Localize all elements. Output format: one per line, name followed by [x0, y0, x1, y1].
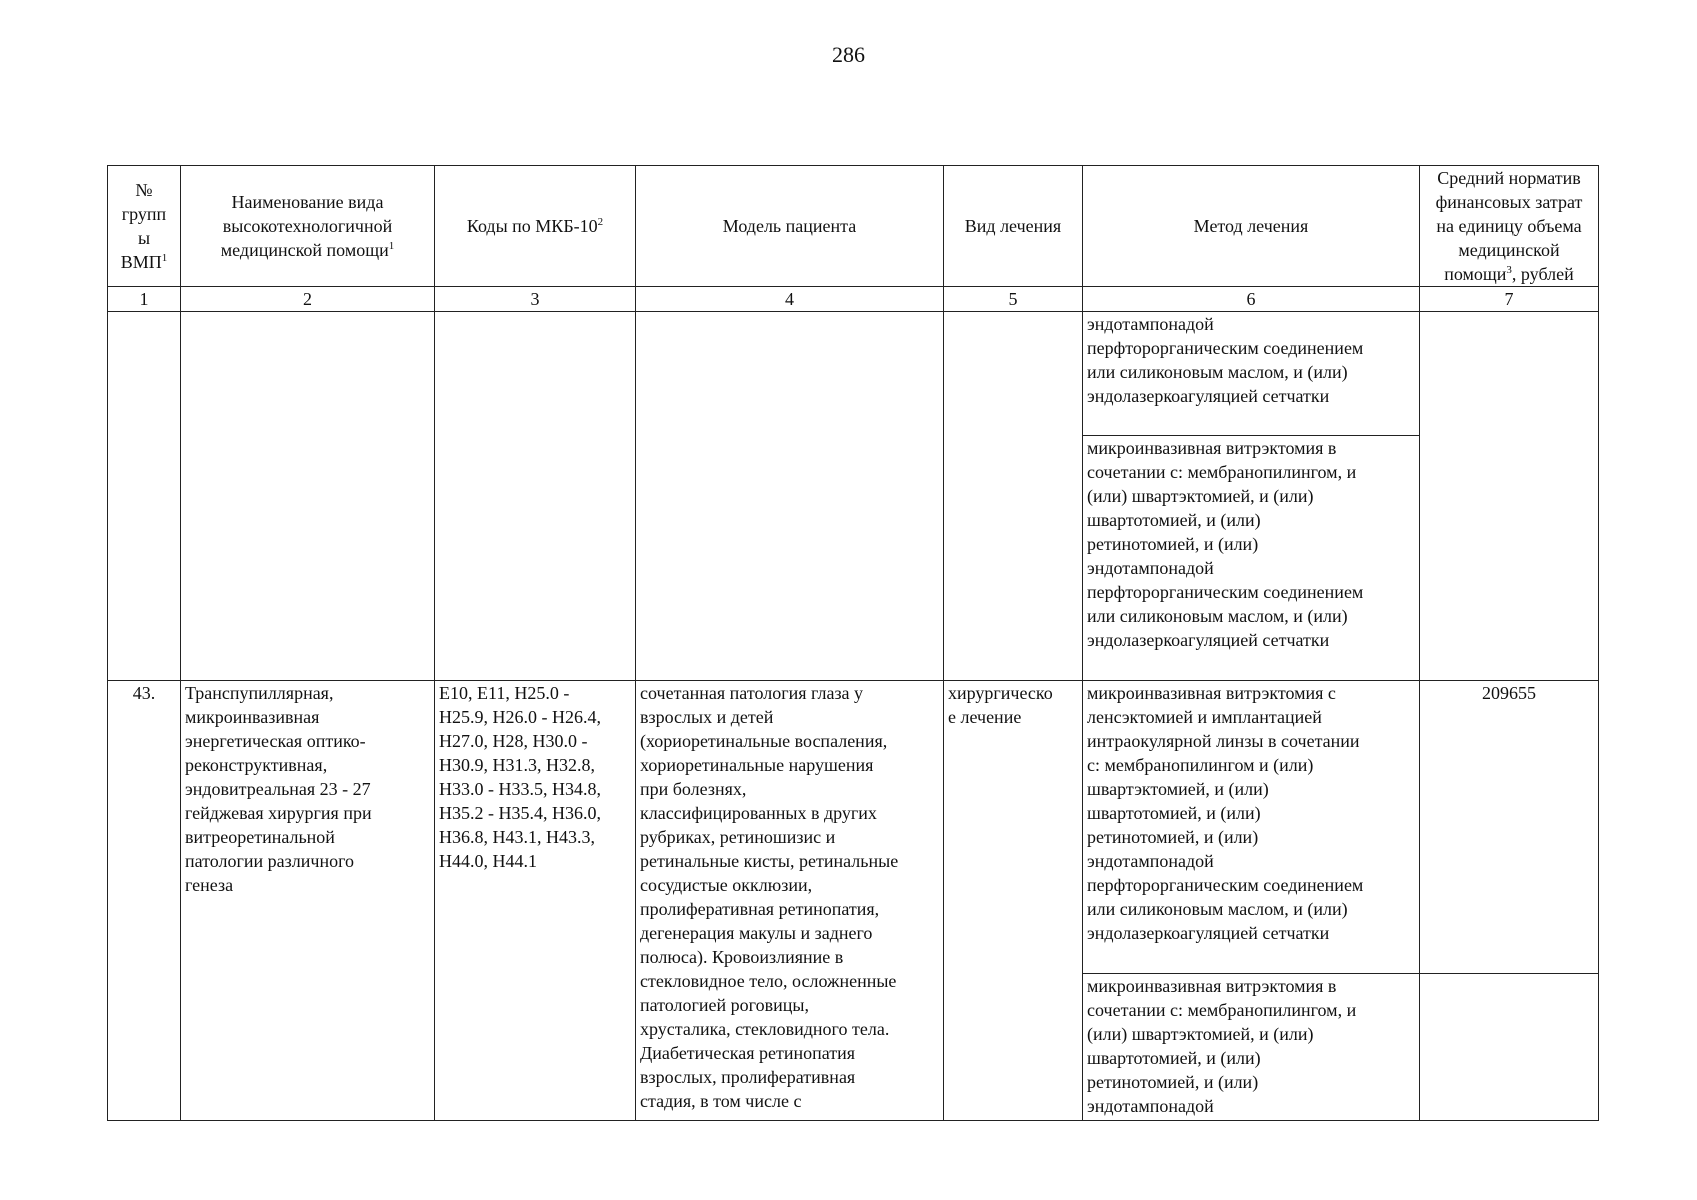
header-treatment-type: Вид лечения — [944, 166, 1083, 287]
group-row — [108, 681, 1599, 974]
header-care-name: Наименование вида высокотехнологичной медицинской помощи$^1$ — [181, 166, 435, 287]
empty-cell — [108, 312, 181, 681]
column-number: 7 — [1420, 287, 1599, 312]
header-icd-codes: Коды по МКБ-$10^2$ — [435, 166, 636, 287]
cost-cell: 209655 — [1420, 681, 1599, 974]
header-patient-model: Модель пациента — [636, 166, 944, 287]
vmp-table — [107, 165, 1599, 1121]
continuation-row — [108, 312, 1599, 436]
method-cell: микроинвазивная витрэктомия с ленсэктомией и имплантацией интраокулярной линзы в сочетании с: мембранопилингом и (или) швартэктомией, и (или) швартотомией, и (или) ретинотомией, и (или) эндотампонадой перфторорганическим соединением или силиконовым маслом, и (или) эндолазеркоагуляцией сетчатки — [1083, 681, 1420, 974]
method-cell: микроинвазивная витрэктомия в сочетании с: мембранопилингом, и (или) швартэктомией, и (или) швартотомией, и (или) ретинотомией, и (или) эндотампонадой — [1083, 974, 1420, 1121]
column-number: 3 — [435, 287, 636, 312]
treatment-type-cell: хирургическо е лечение — [944, 681, 1083, 1121]
column-number: 2 — [181, 287, 435, 312]
header-row — [108, 166, 1599, 287]
icd-codes-cell: E10, E11, H25.0 - H25.9, H26.0 - H26.4, H27.0, H28, H30.0 - H30.9, H31.3, H32.8, H33.0 - H33.5, H34.8, H35.2 - H35.4, H36.0, H36.8, H43.1, H43.3, H44.0, H44.1 — [435, 681, 636, 1121]
care-name-cell: Транспупиллярная, микроинвазивная энергетическая оптико- реконструктивная, эндовитреальная 23 - 27 гейджевая хирургия при витреоретинальной патологии различного генеза — [181, 681, 435, 1121]
empty-cell — [1420, 974, 1599, 1121]
group-number-cell: 43. — [108, 681, 181, 1121]
column-number: 6 — [1083, 287, 1420, 312]
header-treatment-method: Метод лечения — [1083, 166, 1420, 287]
method-cell: эндотампонадой перфторорганическим соединением или силиконовым маслом, и (или) эндолазеркоагуляцией сетчатки — [1083, 312, 1420, 436]
page-number: 286 — [832, 42, 865, 67]
column-number: 4 — [636, 287, 944, 312]
column-number: 5 — [944, 287, 1083, 312]
header-cost-norm: Средний норматив финансовых затрат на единицу объема медицинской помощи$^3$, рублей — [1420, 166, 1599, 287]
empty-cell — [636, 312, 944, 681]
header-group-number: № групп ы ВМП$^1$ — [108, 166, 181, 287]
column-number: 1 — [108, 287, 181, 312]
method-cell: микроинвазивная витрэктомия в сочетании с: мембранопилингом, и (или) швартэктомией, и (или) швартотомией, и (или) ретинотомией, и (или) эндотампонадой перфторорганическим соединением или силиконовым маслом, и (или) эндолазеркоагуляцией сетчатки — [1083, 436, 1420, 681]
column-number-row — [108, 287, 1599, 312]
empty-cell — [435, 312, 636, 681]
empty-cell — [181, 312, 435, 681]
patient-model-cell: сочетанная патология глаза у взрослых и детей (хориоретинальные воспаления, хориоретинальные нарушения при болезнях, классифицированных в других рубриках, ретиношизис и ретинальные кисты, ретинальные сосудистые окклюзии, пролиферативная ретинопатия, дегенерация макулы и заднего полюса). Кровоизлияние в стекловидное тело, осложненные патологией роговицы, хрусталика, стекловидного тела. Диабетическая ретинопатия взрослых, пролиферативная стадия, в том числе с — [636, 681, 944, 1121]
empty-cell — [1420, 312, 1599, 681]
empty-cell — [944, 312, 1083, 681]
